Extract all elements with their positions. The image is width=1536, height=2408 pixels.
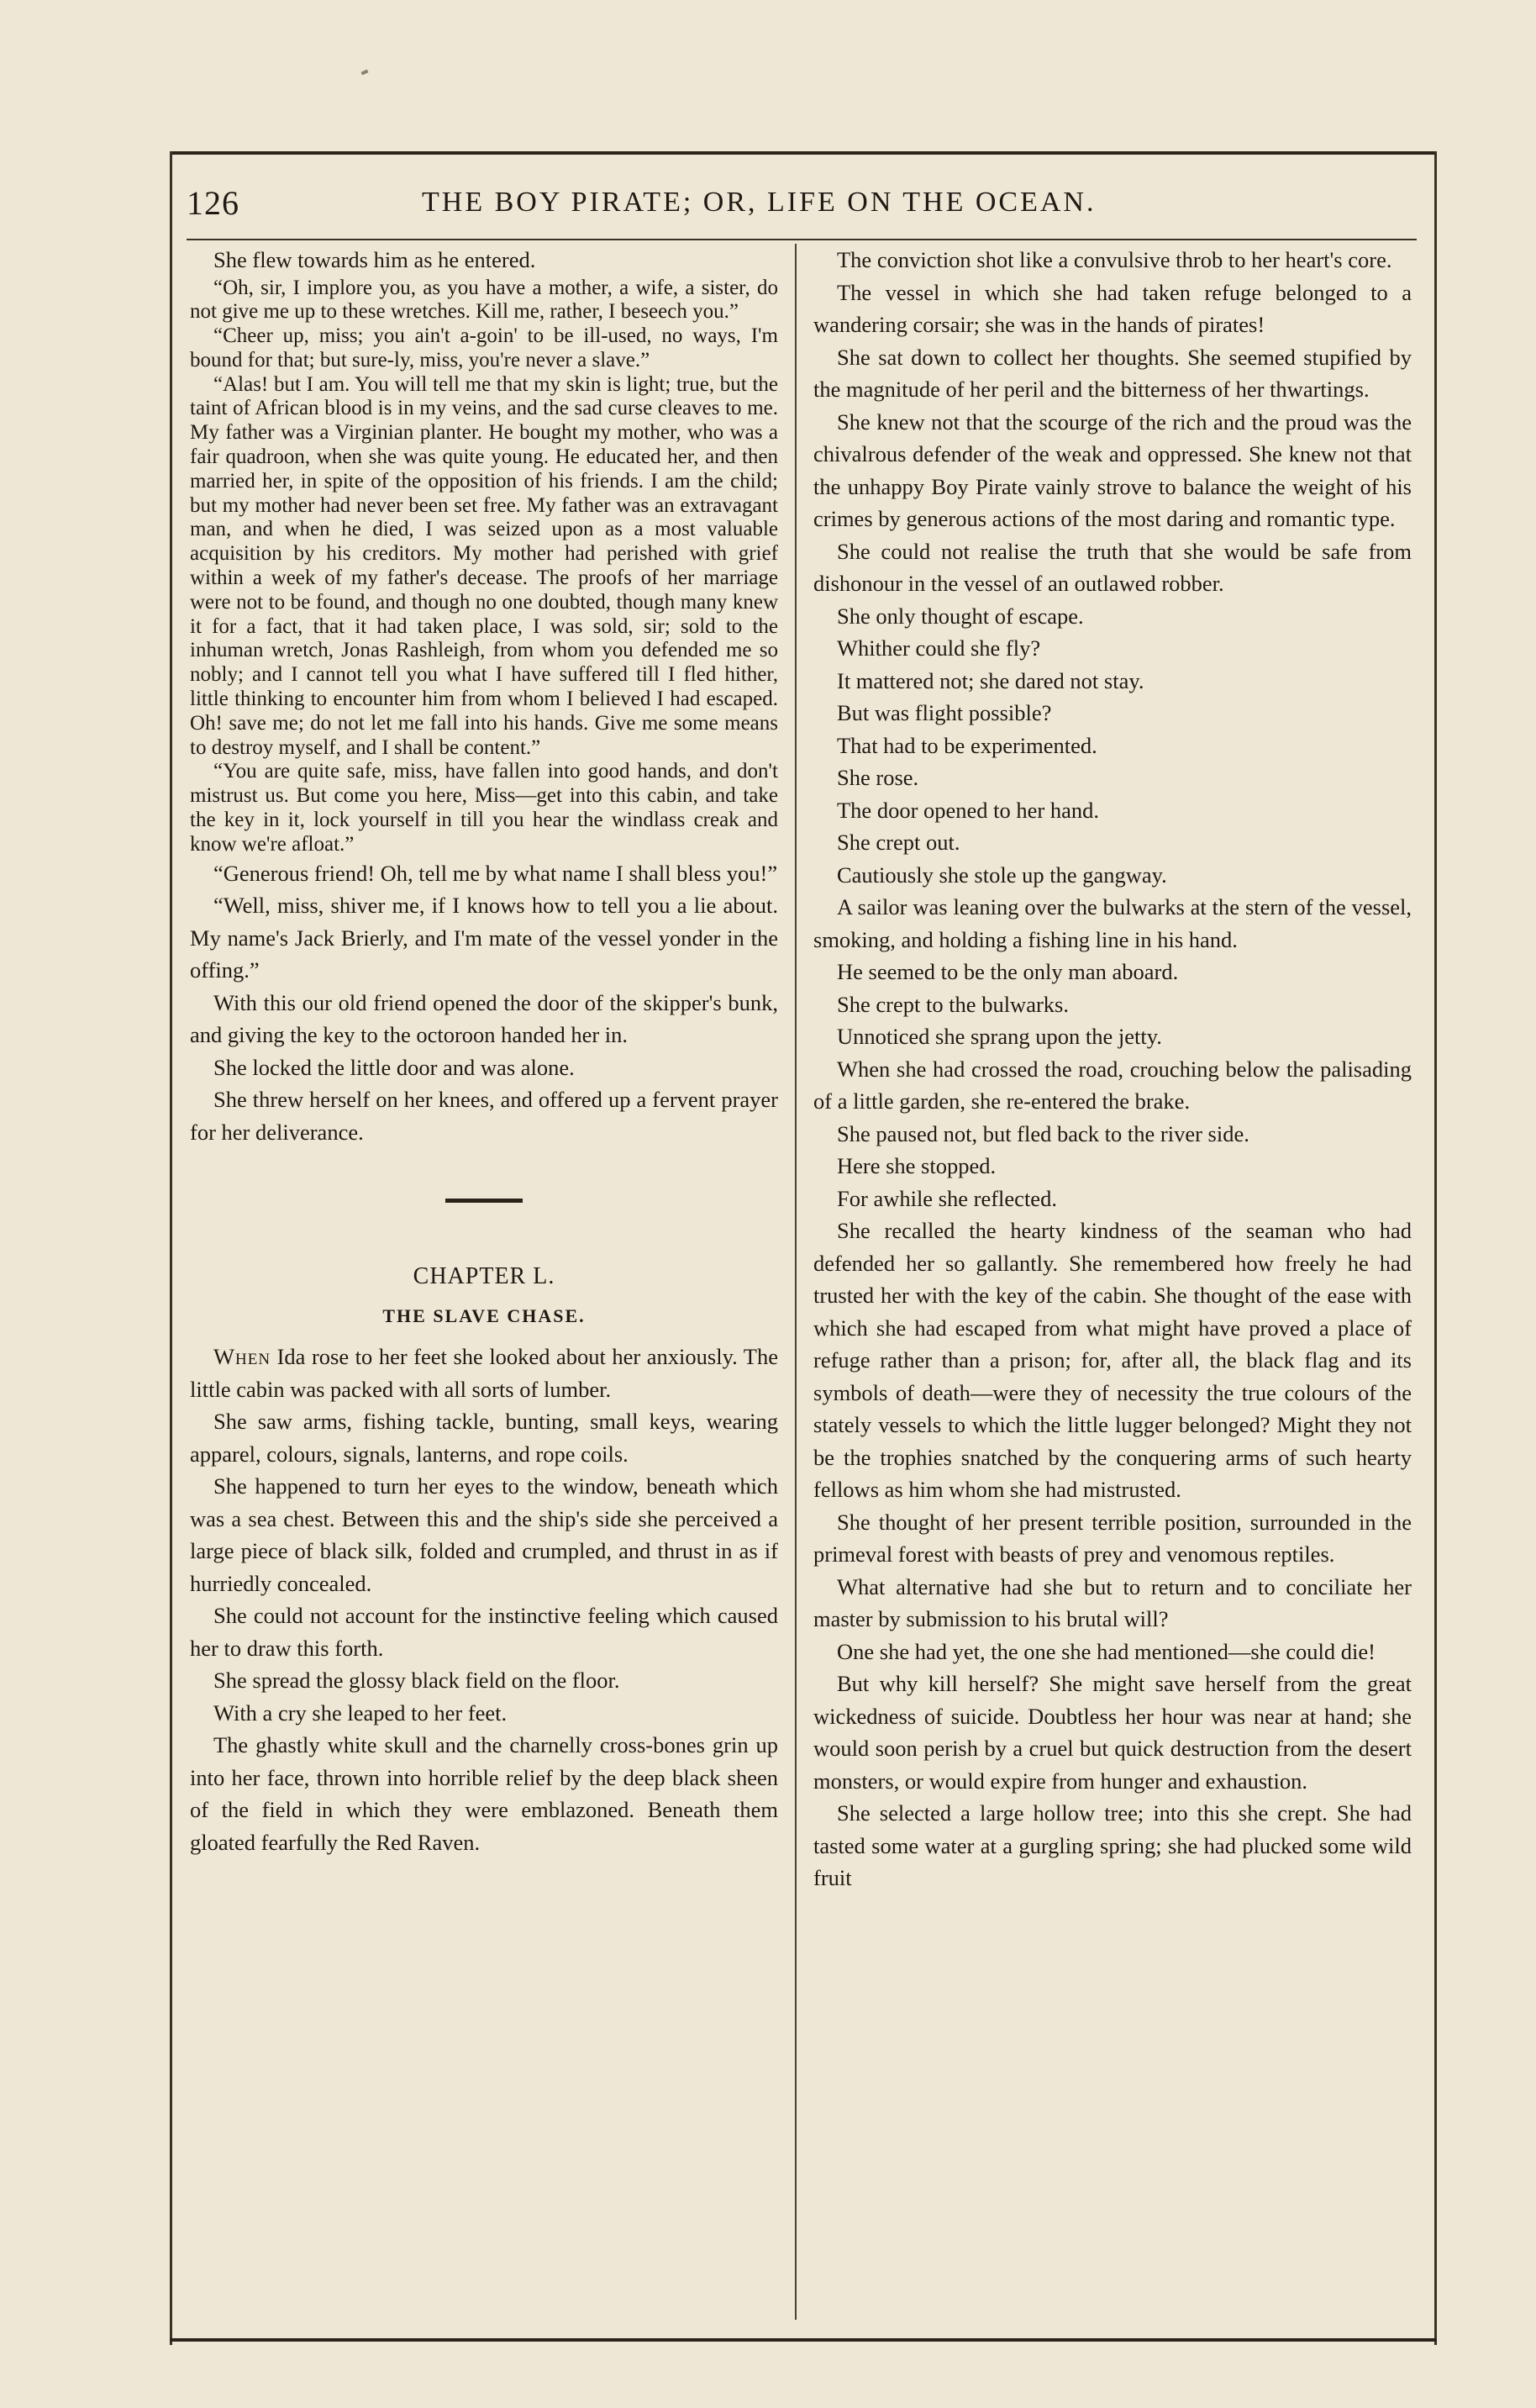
paragraph: “Cheer up, miss; you ain't a-goin' to be ill-used, no ways, I'm bound for that; but sure-ly, miss, you're never a slave.” (190, 324, 778, 371)
paragraph: She knew not that the scourge of the rich and the proud was the chivalrous defender of the weak and oppressed. She knew not that the unhappy Boy Pirate vainly strove to balance the weight of his crimes by generous actions of the most daring and romantic type. (813, 408, 1412, 531)
paragraph: She could not account for the instinctive feeling which caused her to draw this forth. (190, 1603, 778, 1661)
chapter-subtitle: THE SLAVE CHASE. (382, 1305, 586, 1327)
paragraph: She paused not, but fled back to the river side. (837, 1120, 1249, 1146)
paragraph: “Well, miss, shiver me, if I knows how to tell you a lie about. My name's Jack Brierly, and I'm mate of the vessel yonder in the offing.” (190, 893, 778, 983)
paragraph: With a cry she leaped to her feet. (213, 1699, 508, 1726)
paragraph: The vessel in which she had taken refuge belonged to a wandering corsair; she was in the hands of pirates! (813, 279, 1412, 337)
paragraph: She could not realise the truth that she would be safe from dishonour in the vessel of an outlawed robber. (813, 538, 1412, 596)
paragraph: She crept to the bulwarks. (837, 991, 1069, 1017)
paragraph: She threw herself on her knees, and offered up a fervent prayer for her deliverance. (190, 1087, 778, 1145)
paragraph: He seemed to be the only man aboard. (837, 959, 1179, 984)
paragraph: She locked the little door and was alone. (213, 1054, 575, 1080)
page-border-left (170, 151, 172, 2345)
chapter-title: CHAPTER L. (413, 1263, 555, 1290)
paragraph: For awhile she reflected. (837, 1185, 1057, 1211)
paragraph: She spread the glossy black field on the floor. (213, 1668, 620, 1694)
header-rule (187, 239, 1417, 240)
page-number: 126 (187, 184, 239, 222)
page-border-top (170, 151, 1437, 155)
paragraph: With this our old friend opened the door of the skipper's bunk, and giving the key to the octoroon handed her in. (190, 989, 778, 1048)
right-column (813, 244, 1412, 1894)
chapter-opening-paragraph (190, 1341, 778, 1405)
paragraph: “Alas! but I am. You will tell me that my skin is light; true, but the taint of African blood is in my veins, and the sad curse cleaves to me. My father was a Virginian planter. He bought my mother, who was a fair quadroon, when she was quite young. He educated her, and then married her, in spite of the opposition of his friends. I am the child; but my mother had never been set free. My father was an extravagant man, and when he died, I was seized upon as a most valuable acquisition by his creditors. My mother had perished with grief within a week of my father's decease. The proofs of her marriage were not to be found, and though no one doubted, though many knew it for a fact, that it had taken place, I was sold, sir; sold to the inhuman wretch, Jonas Rashleigh, from whom you defended me so nobly; and I cannot tell you what I have suffered till I fled hither, little thinking to encounter him from whom I believed I had escaped. Oh! save me; do not let me fall into his hands. Give me some means to destroy myself, and I shall be content.” (190, 372, 778, 759)
paragraph: She happened to turn her eyes to the window, beneath which was a sea chest. Between this and the ship's side she perceived a large piece of black silk, folded and crumpled, and thrust in as if hurriedly concealed. (190, 1473, 778, 1596)
page-header (187, 183, 1422, 234)
paragraph: She recalled the hearty kindness of the seaman who had defended her so gallantly. She remembered how freely he had trusted her with the key of the cabin. She thought of the ease with which she had escaped from what might have proved a place of refuge rather than a prison; for, after all, the black flag and its symbols of death—were they of necessity the true colours of the stately vessels to which the little lugger belonged? Might they not be the trophies snatched by the conquering arms of such hearty fellows as him whom she had mistrusted. (813, 1218, 1412, 1502)
paragraph: But was flight possible? (837, 700, 1052, 725)
paragraph: She rose. (837, 765, 919, 790)
paragraph: “Generous friend! Oh, tell me by what name I shall bless you!” (213, 860, 778, 886)
paper-mark (361, 69, 369, 75)
paragraph: She crept out. (837, 830, 960, 855)
paragraph: Whither could she fly? (837, 635, 1041, 661)
column-divider (795, 244, 797, 2320)
paragraph: “You are quite safe, miss, have fallen into good hands, and don't mistrust us. But come you here, Miss—get into this cabin, and take the key in it, lock yourself in till you hear the windlass creak and know we're afloat.” (190, 760, 778, 856)
paragraph: She sat down to collect her thoughts. She seemed stupified by the magnitude of her peril and the bitterness of her thwartings. (813, 344, 1412, 402)
paragraph: One she had yet, the one she had mentioned—she could die! (837, 1638, 1376, 1664)
paragraph: What alternative had she but to return and to conciliate her master by submission to his brutal will? (813, 1573, 1412, 1631)
paragraph: She flew towards him as he entered. (213, 247, 536, 272)
running-title: THE BOY PIRATE; OR, LIFE ON THE OCEAN. (422, 187, 1097, 218)
page-border-bottom (170, 2338, 1437, 2342)
section-divider (445, 1199, 523, 1203)
opening-text: Ida rose to her feet she looked about her anxiously. The little cabin was packed with all sorts of lumber. (190, 1344, 778, 1402)
paragraph: The conviction shot like a convulsive throb to her heart's core. (837, 247, 1392, 272)
paragraph: It mattered not; she dared not stay. (837, 667, 1144, 693)
paragraph: Cautiously she stole up the gangway. (837, 862, 1167, 888)
paragraph: Here she stopped. (837, 1153, 997, 1178)
paragraph: But why kill herself? She might save herself from the great wickedness of suicide. Doubtless her hour was near at hand; she would soon perish by a cruel but quick destruction from the desert monsters, or would expire from hunger and exhaustion. (813, 1671, 1412, 1794)
paragraph: A sailor was leaning over the bulwarks at the stern of the vessel, smoking, and holding a fishing line in his hand. (813, 894, 1412, 952)
paragraph: The door opened to her hand. (837, 797, 1100, 823)
paragraph: She thought of her present terrible position, surrounded in the primeval forest with beasts of prey and venomous reptiles. (813, 1509, 1412, 1567)
left-column (190, 244, 778, 1858)
paragraph: Unnoticed she sprang upon the jetty. (837, 1024, 1162, 1049)
page-border-right (1434, 151, 1437, 2345)
paragraph: “Oh, sir, I implore you, as you have a mother, a wife, a sister, do not give me up to these wretches. Kill me, rather, I beseech you.” (190, 276, 778, 324)
paragraph: She selected a large hollow tree; into this she crept. She had tasted some water at a gurgling spring; she had plucked some wild fruit (813, 1800, 1412, 1890)
paragraph: When she had crossed the road, crouching below the palisading of a little garden, she re-entered the brake. (813, 1056, 1412, 1114)
paragraph: She only thought of escape. (837, 603, 1084, 629)
paragraph: The ghastly white skull and the charnelly cross-bones grin up into her face, thrown into horrible relief by the deep black sheen of the field in which they were emblazoned. Beneath them gloated fearfully the Red Raven. (190, 1732, 778, 1855)
opening-word: When (213, 1344, 271, 1370)
paragraph: That had to be experimented. (837, 732, 1097, 758)
paragraph: She saw arms, fishing tackle, bunting, small keys, wearing apparel, colours, signals, lanterns, and rope coils. (190, 1409, 778, 1467)
